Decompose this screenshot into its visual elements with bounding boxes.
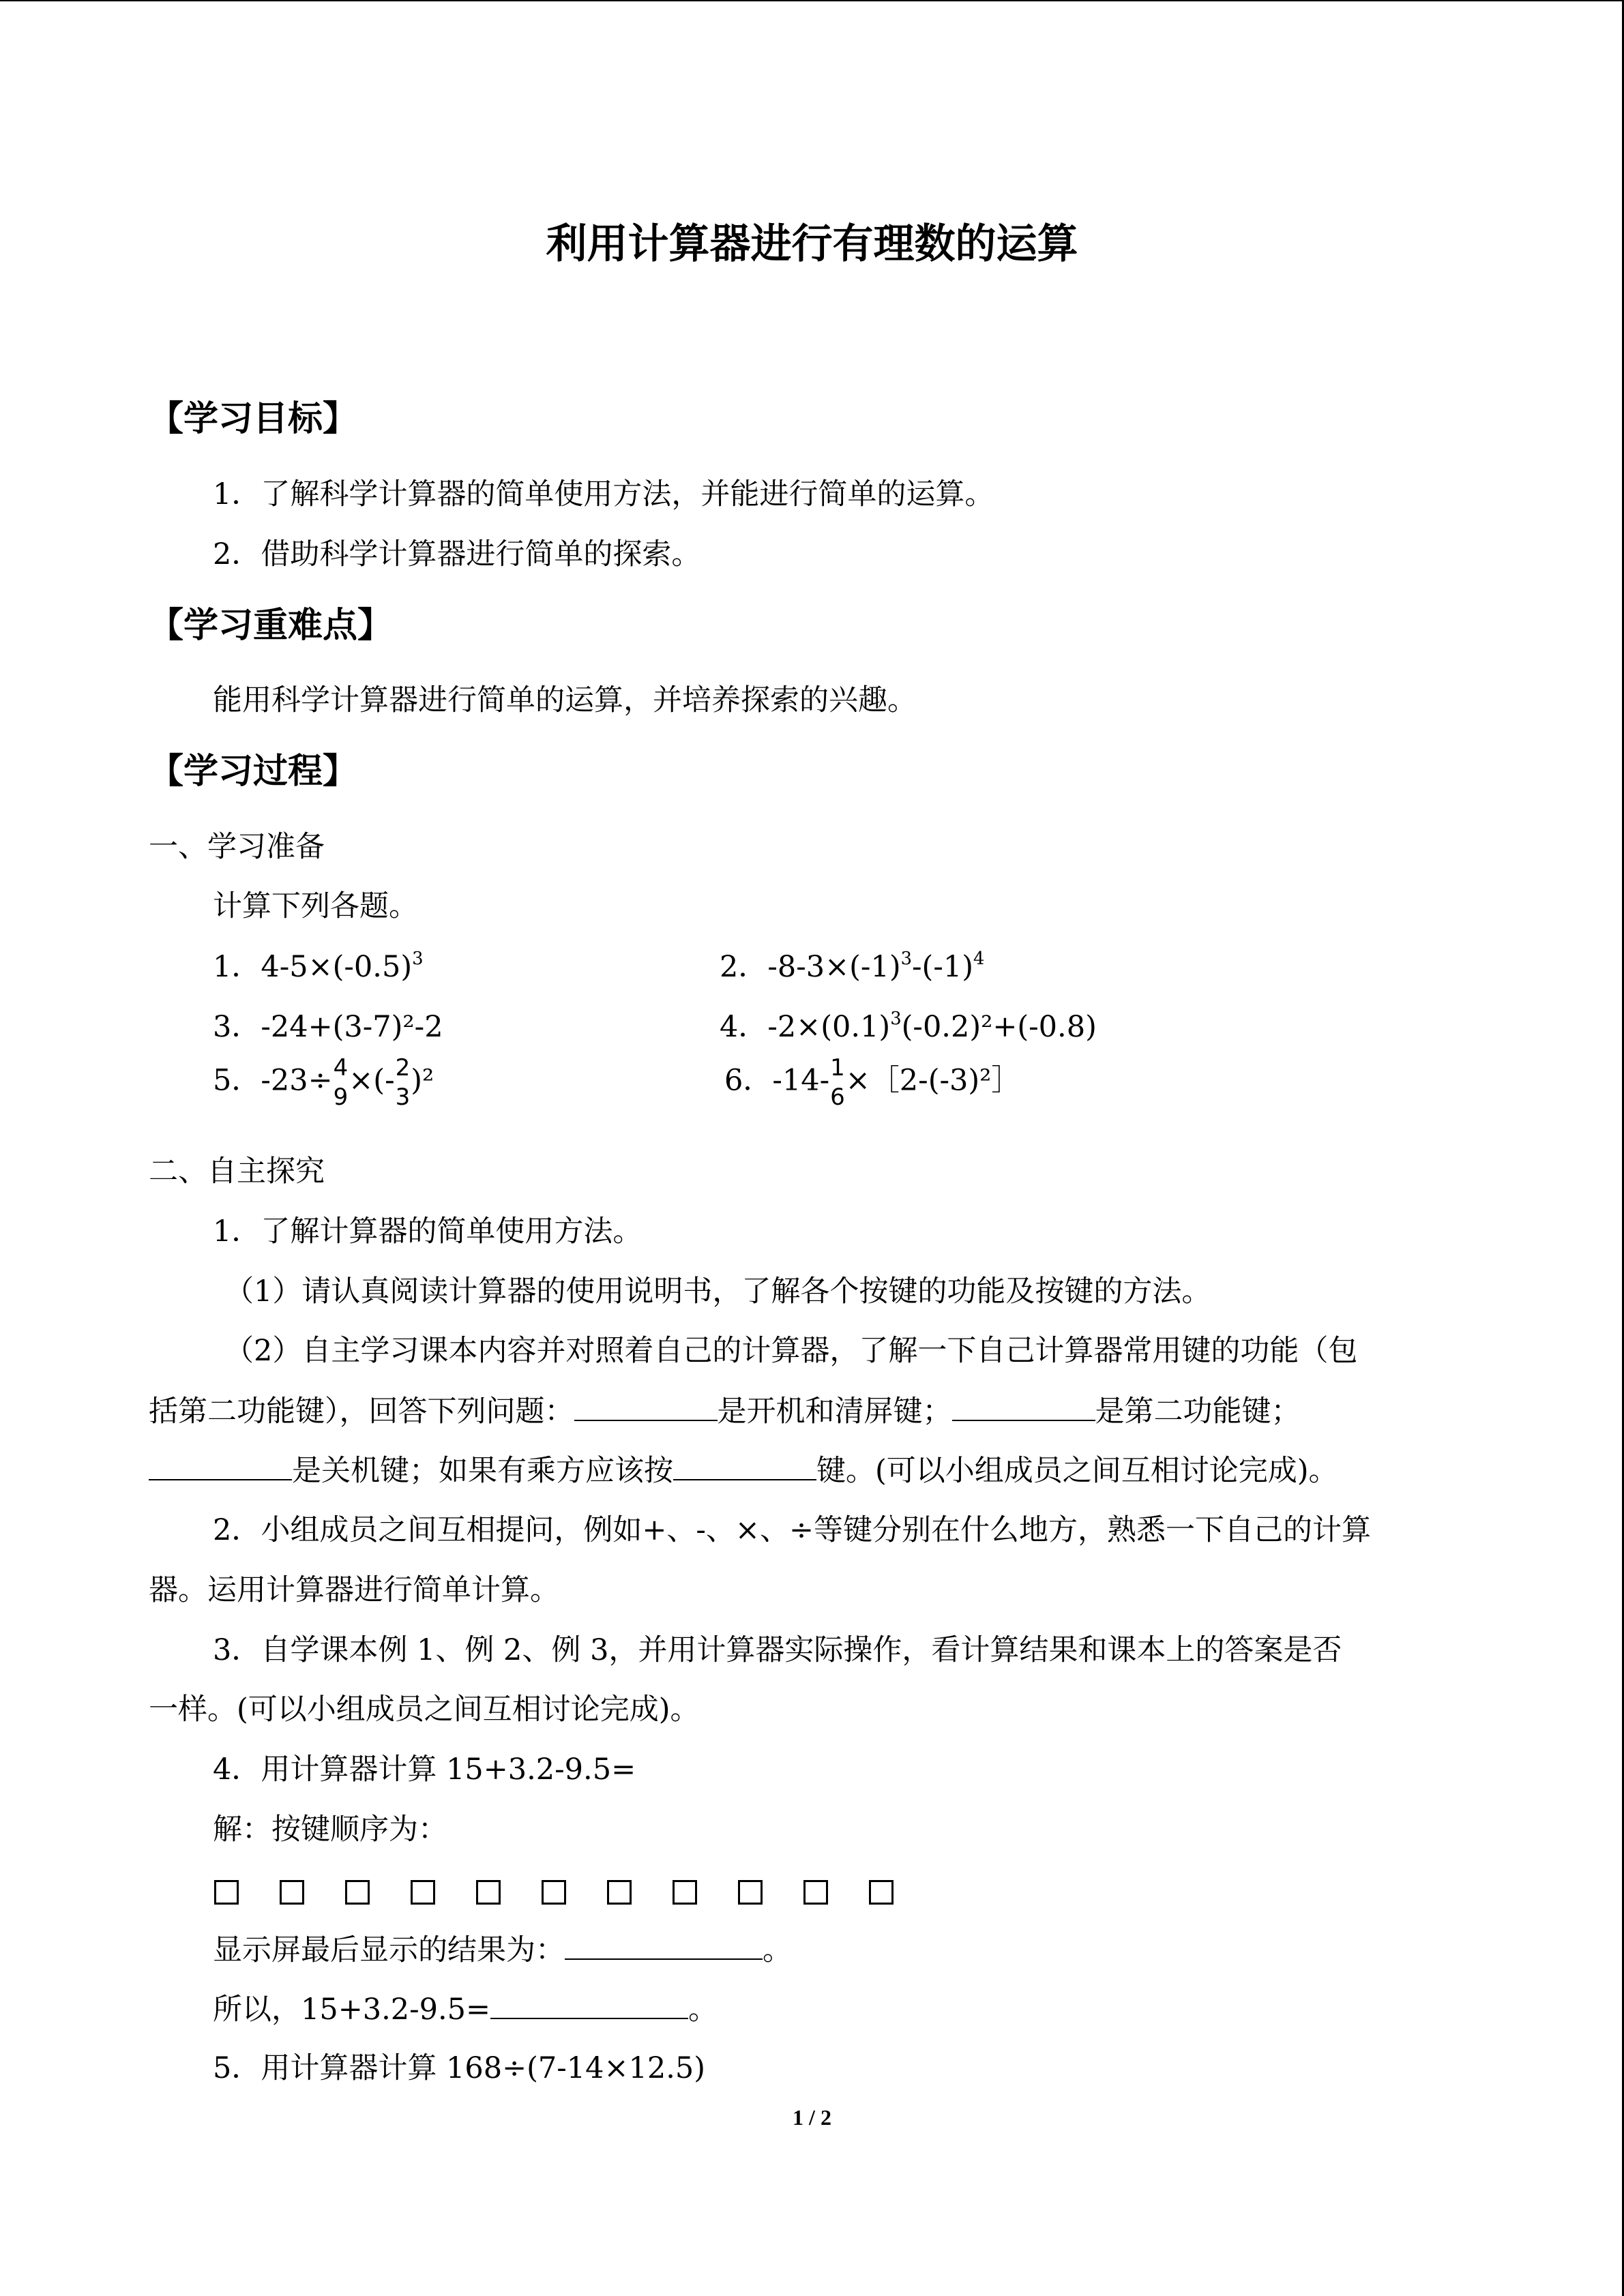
explore-item-1-2-line-1: （2）自主学习课本内容并对照着自己的计算器，了解一下自己计算器常用键的功能（包 [224,1334,1358,1368]
display-label: 显示屏最后显示的结果为： [213,1933,565,1967]
problem-6 [724,1054,1020,1112]
line-2-text-b: 是开机和清屏键； [717,1395,952,1429]
key-box[interactable] [869,1880,894,1905]
page-title: 利用计算器进行有理数的运算 [546,220,1078,268]
fraction-numerator: 1 [830,1054,845,1082]
so-result-line [213,1992,718,2028]
objective-item-1: 1．了解科学计算器的简单使用方法，并能进行简单的运算。 [213,477,994,511]
problem-2-exponent-2: 4 [973,948,985,969]
fraction-denominator: 9 [333,1083,349,1111]
display-end: 。 [763,1933,792,1967]
problem-5-text-b: ×(- [349,1063,395,1098]
problem-3: 3．-24+(3-7)²-2 [213,1010,443,1044]
line-2-text-c: 是第二功能键； [1095,1395,1301,1429]
prep-intro: 计算下列各题。 [213,889,418,923]
explore-item-1-1: （1）请认真阅读计算器的使用说明书，了解各个按键的功能及按键的方法。 [224,1274,1211,1309]
problem-5 [213,1054,434,1112]
explore-item-3-line-1: 3．自学课本例 1、例 2、例 3，并用计算器实际操作，看计算结果和课本上的答案是否 [213,1633,1342,1667]
fraction-denominator: 6 [830,1083,845,1111]
explore-item-2-line-2: 器。运用计算器进行简单计算。 [149,1573,559,1607]
solution-label: 解：按键顺序为： [213,1813,447,1847]
key-points-text: 能用科学计算器进行简单的运算，并培养探索的兴趣。 [213,683,917,717]
explore-item-4: 4．用计算器计算 15+3.2-9.5= [213,1753,636,1787]
explore-heading: 二、自主探究 [149,1154,325,1189]
key-box[interactable] [280,1880,304,1905]
key-box[interactable] [803,1880,828,1905]
problem-2 [720,950,984,985]
key-box[interactable] [738,1880,763,1905]
display-result-line [213,1933,792,1969]
problem-4-text-a: 4．-2×(0.1) [720,1010,891,1044]
off-key-blank[interactable] [149,1453,292,1480]
line-3-text-b: 键。(可以小组成员之间互相讨论完成)。 [816,1454,1338,1488]
explore-item-1-2-line-3 [149,1453,1338,1489]
so-result-blank[interactable] [490,1992,688,2019]
problem-5-text-a: 5．-23÷ [213,1063,333,1098]
key-box[interactable] [214,1880,239,1905]
fraction-4-9 [334,1054,349,1112]
explore-item-1: 1．了解计算器的简单使用方法。 [213,1214,643,1249]
problem-6-text-a: 6．-14- [724,1063,830,1098]
problem-1-exponent: 3 [412,948,424,969]
key-box[interactable] [476,1880,501,1905]
key-box[interactable] [411,1880,435,1905]
explore-item-3-line-2: 一样。(可以小组成员之间互相讨论完成)。 [149,1693,700,1727]
fraction-1-6 [830,1054,845,1112]
problem-2-text-a: 2．-8-3×(-1) [720,950,901,984]
explore-item-1-2-line-2 [149,1394,1301,1430]
problem-1 [213,950,424,985]
line-2-text-a: 括第二功能键），回答下列问题： [149,1395,574,1429]
problem-2-text-b: -(-1) [912,950,973,984]
objective-item-2: 2．借助科学计算器进行简单的探索。 [213,537,701,571]
fraction-numerator: 2 [395,1054,411,1082]
fraction-denominator: 3 [395,1083,411,1111]
key-box[interactable] [673,1880,697,1905]
so-end: 。 [688,1993,718,2027]
key-box[interactable] [345,1880,370,1905]
second-function-blank[interactable] [952,1394,1095,1421]
problem-6-text-b: ×［2-(-3)²］ [845,1063,1021,1098]
objectives-heading: 【学习目标】 [149,399,358,439]
line-3-text-a: 是关机键；如果有乘方应该按 [292,1454,673,1488]
top-border [0,0,1624,1]
power-key-blank[interactable] [574,1394,718,1421]
fraction-2-3 [396,1054,411,1112]
so-label: 所以，15+3.2-9.5= [213,1993,491,2027]
process-heading: 【学习过程】 [149,751,358,792]
problem-4-text-b: (-0.2)²+(-0.8) [901,1010,1097,1044]
explore-item-2-line-1: 2．小组成员之间互相提问，例如+、-、×、÷等键分别在什么地方，熟悉一下自己的计算 [213,1513,1371,1547]
power-exponent-key-blank[interactable] [673,1453,816,1480]
problem-5-text-c: )² [411,1063,434,1098]
fraction-numerator: 4 [333,1054,349,1082]
problem-1-text: 1．4-5×(-0.5) [213,950,413,984]
prep-heading: 一、学习准备 [149,830,325,864]
explore-item-5: 5．用计算器计算 168÷(7-14×12.5) [213,2051,706,2085]
problem-4-exponent: 3 [890,1008,902,1029]
display-result-blank[interactable] [565,1933,763,1960]
key-box[interactable] [607,1880,632,1905]
page-number: 1 / 2 [793,2105,831,2130]
problem-4 [720,1010,1097,1045]
key-box[interactable] [542,1880,566,1905]
problem-2-exponent-1: 3 [900,948,913,969]
key-points-heading: 【学习重难点】 [149,606,393,646]
